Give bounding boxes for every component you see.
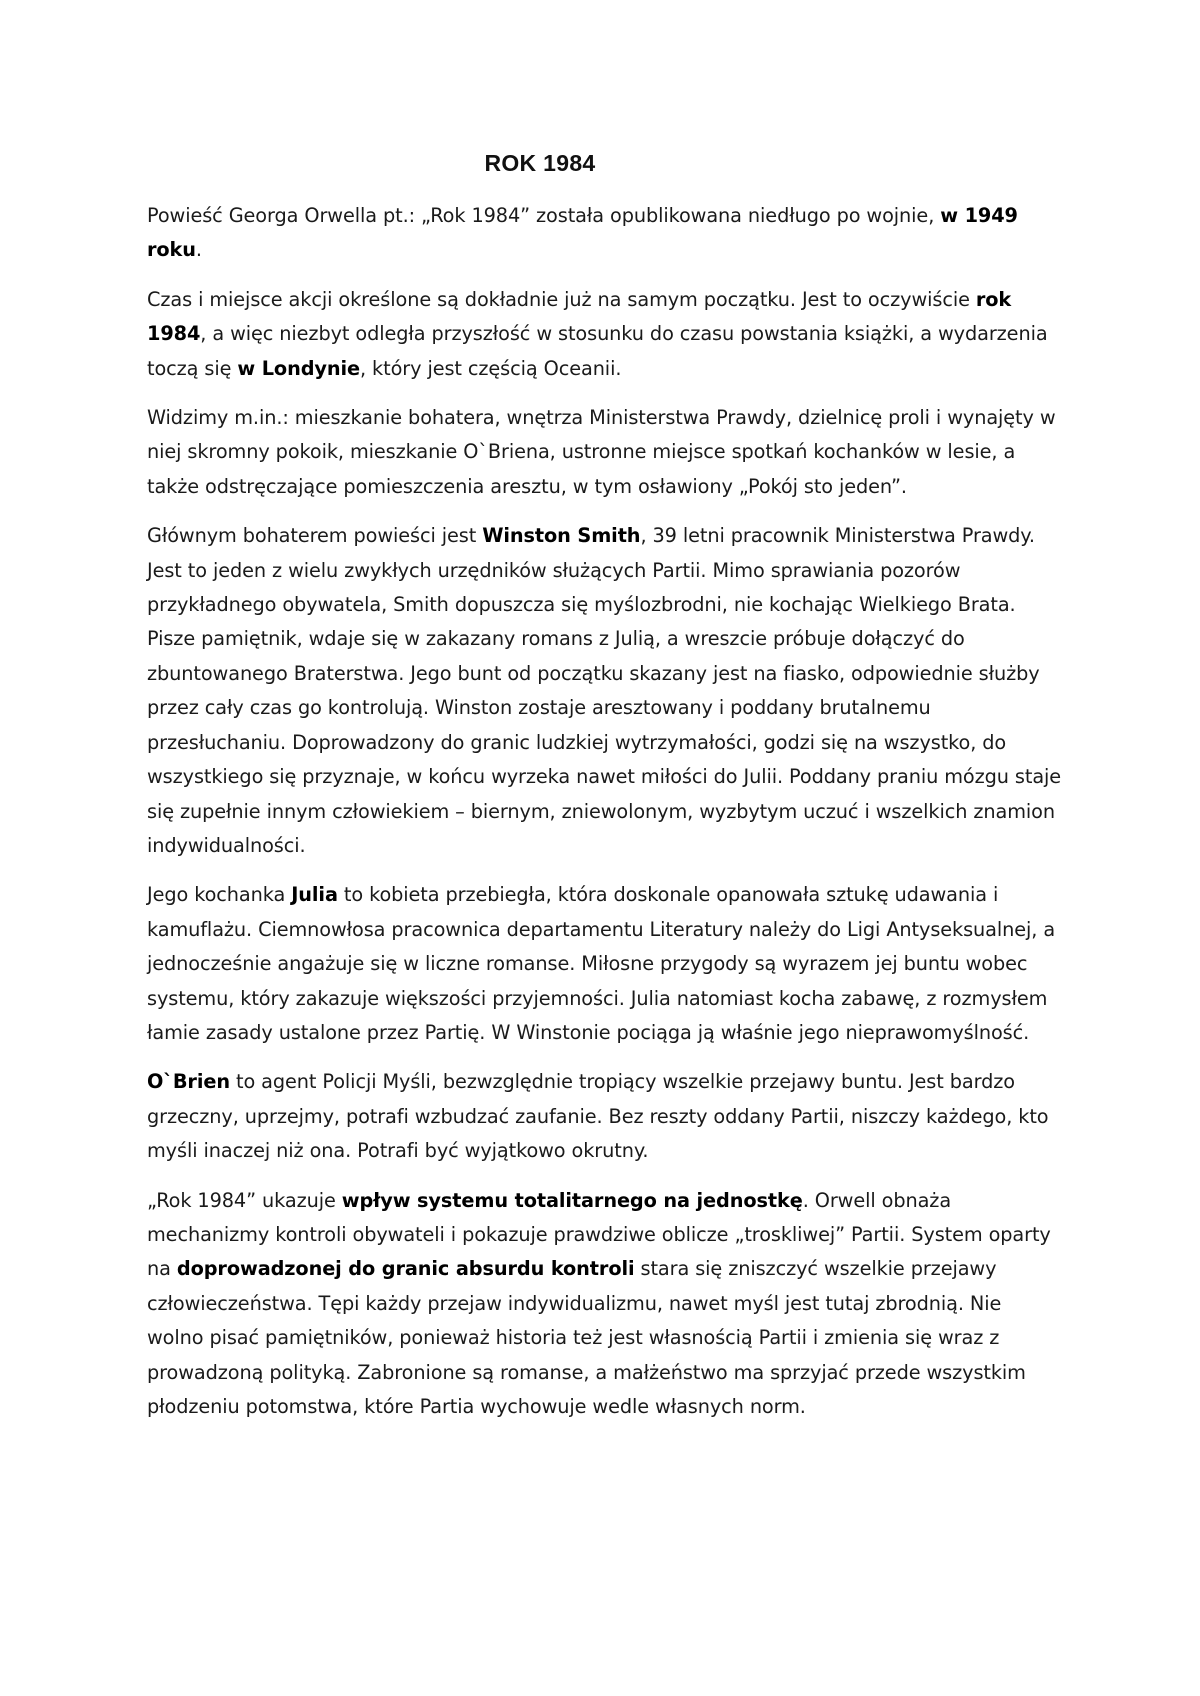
bold-text-run: w 1949 roku [147, 204, 1018, 262]
text-run: . Orwell obnaża mechanizmy kontroli obywateli i pokazuje prawdziwe oblicze „troskliwej” Partii. System oparty na [147, 1188, 1051, 1281]
text-run: „Rok 1984” ukazuje [147, 1188, 342, 1212]
document-body [147, 199, 1062, 1439]
text-run: . [195, 238, 202, 262]
text-run: to kobieta przebiegła, która doskonale opanowała sztukę udawania i kamuflażu. Ciemnowłosa pracownica departamentu Literatury należy do Ligi Antyseksualnej, a jednocześnie angażuje się w liczne romanse. Miłosne przygody są wyrazem jej buntu wobec systemu, który zakazuje większości przyjemności. Julia natomiast kocha zabawę, z rozmysłem łamie zasady ustalone przez Partię. W Winstonie pociąga ją właśnie jego nieprawomyślność. [147, 883, 1056, 1044]
paragraph-publication [147, 199, 1062, 268]
bold-text-run: rok 1984 [147, 287, 1012, 346]
text-run: Jego kochanka [147, 883, 292, 907]
bold-text-run: wpływ systemu totalitarnego na jednostkę [341, 1188, 803, 1212]
text-run: Głównym bohaterem powieści jest [147, 524, 483, 548]
text-run: , a więc niezbyt odległa przyszłość w stosunku do czasu powstania książki, a wydarzenia toczą się [147, 322, 1048, 380]
document-title: ROK 1984 [484, 150, 596, 176]
bold-text-run: doprowadzonej do granic absurdu kontroli [176, 1257, 635, 1281]
text-run: stara się zniszczyć wszelkie przejawy człowieczeństwa. Tępi każdy przejaw indywidualizmu, nawet myśl jest tutaj zbrodnią. Nie wolno pisać pamiętników, ponieważ historia też jest własnością Partii i zmienia się wraz z prowadzoną polityką. Zabronione są romanse, a małżeństwo ma sprzyjać przede wszystkim płodzeniu potomstwa, które Partia wychowuje wedle własnych norm. [147, 1257, 1026, 1418]
bold-text-run: w Londynie [237, 356, 360, 380]
bold-text-run: O`Brien [147, 1070, 230, 1094]
text-run: , 39 letni pracownik Ministerstwa Prawdy. Jest to jeden z wielu zwykłych urzędników służących Partii. Mimo sprawiania pozorów przykładnego obywatela, Smith dopuszcza się myślozbrodni, nie kochając Wielkiego Brata. Pisze pamiętnik, wdaje się w zakazany romans z Julią, a wreszcie próbuje dołączyć do zbuntowanego Braterstwa. Jego bunt od początku skazany jest na fiasko, odpowiednie służby przez cały czas go kontrolują. Winston zostaje aresztowany i poddany brutalnemu przesłuchaniu. Doprowadzony do granic ludzkiej wytrzymałości, godzi się na wszystko, do wszystkiego się przyznaje, w końcu wyrzeka nawet miłości do Julii. Poddany praniu mózgu staje się zupełnie innym człowiekiem – biernym, zniewolonym, wyzbytym uczuć i wszelkich znamion indywidualności. [147, 524, 1062, 857]
paragraph-time-and-place [147, 283, 1062, 386]
paragraph-totalitarian-system [147, 1184, 1062, 1425]
paragraph-winston-smith [147, 519, 1062, 863]
text-run: Widzimy m.in.: mieszkanie bohatera, wnętrza Ministerstwa Prawdy, dzielnicę proli i wynajęty w niej skromny pokoik, mieszkanie O`Briena, ustronne miejsce spotkań kochanków w lesie, a także odstręczające pomieszczenia aresztu, w tym osławiony „Pokój sto jeden”. [147, 406, 1056, 498]
bold-text-run: Winston Smith [482, 524, 641, 548]
text-run: Powieść Georga Orwella pt.: „Rok 1984” została opublikowana niedługo po wojnie, [147, 204, 941, 227]
paragraph-obrien [147, 1065, 1062, 1168]
text-run: , który jest częścią Oceanii. [360, 356, 622, 380]
text-run: Czas i miejsce akcji określone są dokładnie już na samym początku. Jest to oczywiście [147, 287, 976, 311]
text-run: to agent Policji Myśli, bezwzględnie tropiący wszelkie przejawy buntu. Jest bardzo grzeczny, uprzejmy, potrafi wzbudzać zaufanie. Bez reszty oddany Partii, niszczy każdego, kto myśli inaczej niż ona. Potrafi być wyjątkowo okrutny. [147, 1070, 1049, 1163]
paragraph-locations [147, 401, 1062, 504]
paragraph-julia [147, 878, 1062, 1050]
bold-text-run: Julia [291, 883, 338, 907]
